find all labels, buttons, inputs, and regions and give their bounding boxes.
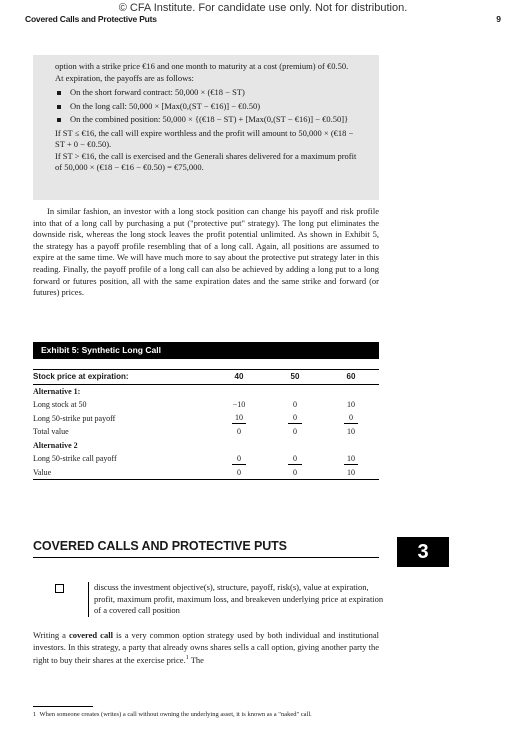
example-case-below-strike: If ST ≤ €16, the call will expire worthless and the profit will amount to 50,000 × (€18 − ST + 0 − €0.50).: [55, 127, 354, 149]
table-row-alt2-label: Alternative 2: [33, 440, 78, 450]
running-head: Covered Calls and Protective Puts: [25, 14, 157, 24]
table-row: Total value 0 0 10: [33, 427, 355, 437]
table-row: Long 50-strike call payoff 0 0 10: [33, 452, 379, 466]
example-case-above-strike: If ST > €16, the call is exercised and the Generali shares delivered for a maximum profit of 50,000 × (€18 − €16 − €0.50) = €75,000.: [55, 150, 357, 172]
section-heading-bar: [33, 537, 379, 558]
learning-outcome-text: discuss the investment objective(s), structure, payoff, risk(s), value at expiration, profit, maximum profit, maximum loss, and breakeven underlying price at expiration of a covered call position: [88, 582, 384, 617]
payoff-item-call: On the long call: 50,000 × [Max(0,(ST − €16)] − €0.50): [55, 101, 357, 113]
exhibit-header-row: Stock price at expiration: 40 50 60: [33, 370, 379, 385]
footnote-divider: [33, 706, 93, 707]
table-row: Long stock at 50 −10 0 10: [33, 400, 355, 410]
footnote: 1 When someone creates (writes) a call without owning the underlying asset, it is known as a "naked" call.: [33, 711, 312, 718]
table-row: Value 0 0 10: [33, 466, 379, 480]
term-covered-call: covered call: [68, 630, 113, 640]
example-intro: option with a strike price €16 and one month to maturity at a cost (premium) of €0.50. At expiration, the payoffs are as follows:: [55, 61, 349, 83]
table-row: Long 50-strike put payoff 10 0 0: [33, 412, 379, 426]
bullet-icon: [57, 118, 61, 122]
payoff-item-combined: On the combined position: 50,000 × {(€18 − ST) + [Max(0,(ST − €16)] − €0.50]}: [55, 114, 357, 126]
watermark: © CFA Institute. For candidate use only. Not for distribution.: [118, 2, 408, 14]
payoff-list: [55, 87, 357, 126]
page-number: 9: [496, 14, 501, 24]
section-heading: COVERED CALLS AND PROTECTIVE PUTS: [33, 539, 287, 553]
bullet-icon: [57, 105, 61, 109]
footnote-ref[interactable]: 1: [185, 655, 189, 662]
checkbox-icon[interactable]: [55, 584, 64, 593]
bullet-icon: [57, 91, 61, 95]
protective-put-paragraph: In similar fashion, an investor with a long stock position can change his payoff and risk profile into that of a long call by purchasing a put ("protective put" strategy). The long put eliminates the downside risk, whereas the long stock leaves the profit potential unlimited. As shown in Exhibit 5, the strategy has a payoff profile resembling that of a long call. Again, all positions are assumed to expire at the same time. We will have much more to say about the protective put strategy later in this reading. Finally, the payoff profile of a long call can also be achieved by adding a long put to a long forward or futures position, all with the same expiration dates and the same strike and forward (or futures) prices.: [33, 206, 379, 298]
exhibit-table: [33, 369, 379, 480]
payoff-item-forward: On the short forward contract: 50,000 × (€18 − ST): [55, 87, 357, 99]
exhibit-5: [33, 342, 379, 480]
exhibit-title: Exhibit 5: Synthetic Long Call: [33, 342, 379, 359]
covered-call-paragraph: Writing a covered call is a very common option strategy used by both individual and institutional investors. In this strategy, a party that already owns shares sells a call option, giving another party the right to buy their shares at the exercise price.$^1$ The: [33, 630, 379, 666]
table-row-alt1-label: Alternative 1:: [33, 386, 81, 396]
section-number: 3: [397, 537, 449, 567]
example-box: [33, 55, 379, 200]
